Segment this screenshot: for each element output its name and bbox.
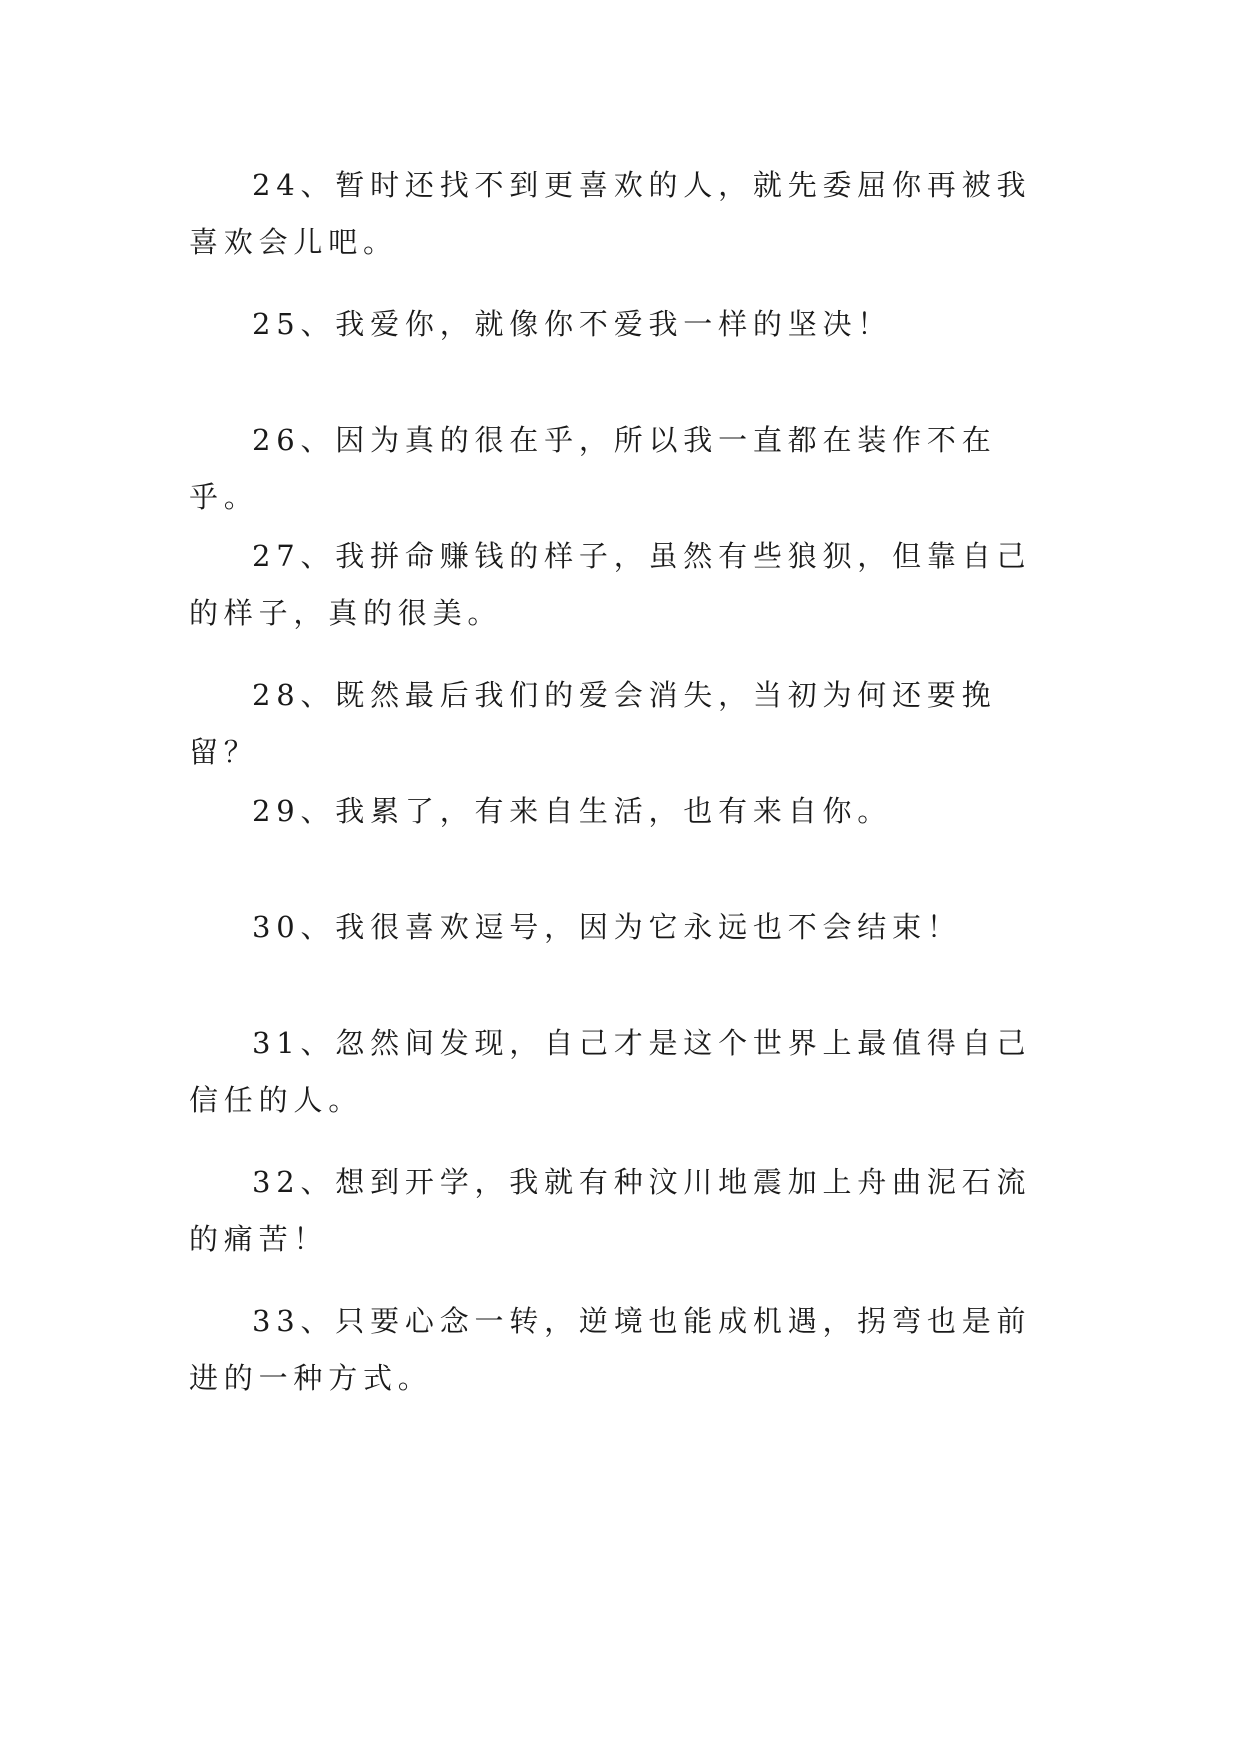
paragraph-24: 24、暂时还找不到更喜欢的人，就先委屈你再被我喜欢会儿吧。 [189, 168, 1032, 259]
paragraph-27: 27、我拼命赚钱的样子，虽然有些狼狈，但靠自己的样子，真的很美。 [189, 539, 1032, 630]
paragraph-32: 32、想到开学，我就有种汶川地震加上舟曲泥石流的痛苦！ [189, 1165, 1032, 1256]
paragraph-25: 25、我爱你，就像你不爱我一样的坚决！ [252, 307, 893, 341]
paragraph-28: 28、既然最后我们的爱会消失，当初为何还要挽留？ [189, 678, 997, 769]
paragraph-31: 31、忽然间发现，自己才是这个世界上最值得自己信任的人。 [189, 1026, 1032, 1117]
paragraph-29: 29、我累了，有来自生活，也有来自你。 [252, 794, 893, 828]
paragraph-26: 26、因为真的很在乎，所以我一直都在装作不在乎。 [189, 423, 997, 514]
paragraph-30: 30、我很喜欢逗号，因为它永远也不会结束！ [252, 910, 962, 944]
paragraph-33: 33、只要心念一转，逆境也能成机遇，拐弯也是前进的一种方式。 [189, 1304, 1032, 1395]
